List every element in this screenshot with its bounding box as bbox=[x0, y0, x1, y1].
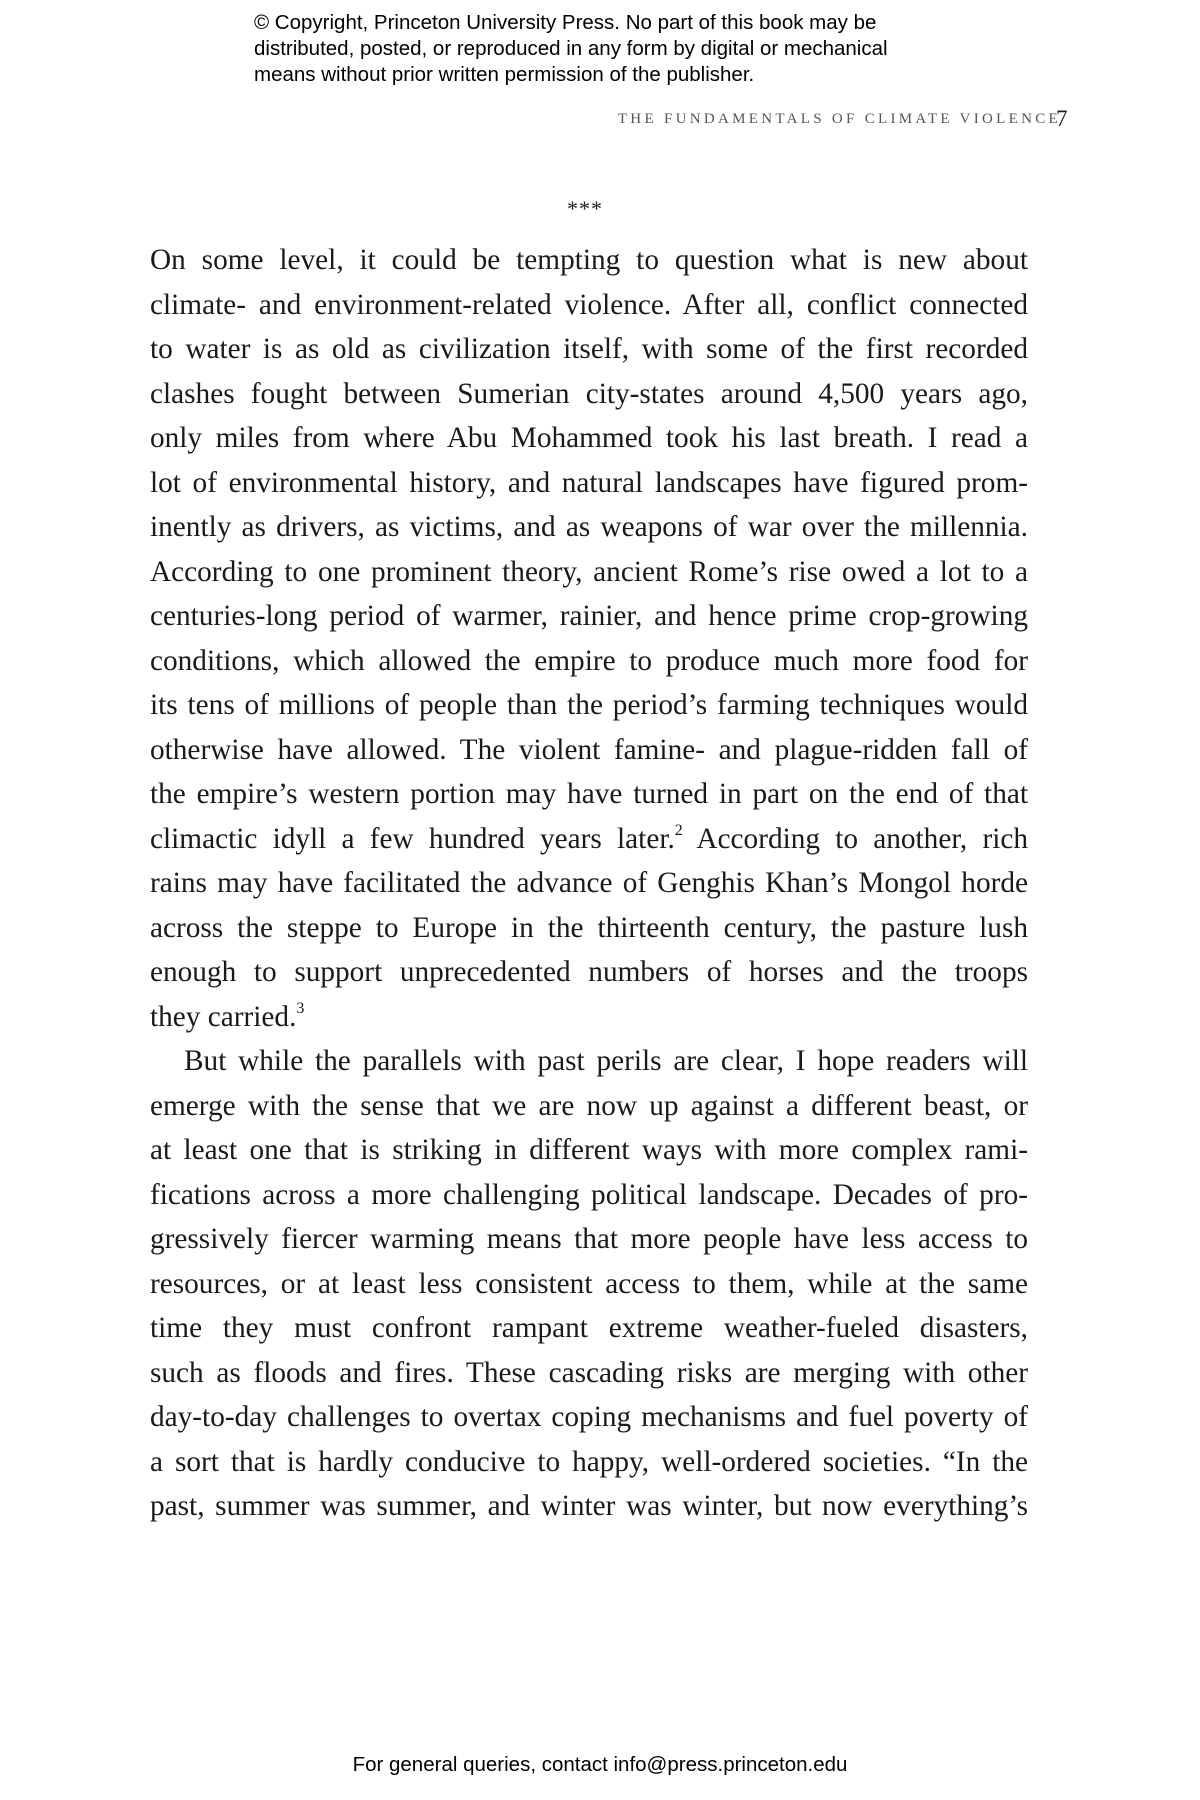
text-line: otherwise have allowed. The violent famine- and plague-ridden fall of bbox=[150, 733, 1028, 766]
text-line: a sort that is hardly conducive to happy, well-ordered societies. “In the bbox=[150, 1445, 1028, 1478]
text-line: On some level, it could be tempting to question what is new about bbox=[150, 244, 1028, 276]
text-segment: climactic idyll a few hundred years later. bbox=[150, 822, 675, 855]
text-line-with-footnote bbox=[150, 995, 1028, 1040]
text-line: at least one that is striking in different ways with more complex rami- bbox=[150, 1134, 1028, 1166]
text-segment: they carried. bbox=[150, 1000, 297, 1033]
text-line: According to one prominent theory, ancient Rome’s rise owed a lot to a bbox=[150, 555, 1028, 588]
text-line: only miles from where Abu Mohammed took his last breath. I read a bbox=[150, 422, 1028, 454]
text-line: enough to support unprecedented numbers of horses and the troops bbox=[150, 956, 1028, 988]
text-line: emerge with the sense that we are now up against a different beast, or bbox=[150, 1089, 1028, 1122]
text-line: its tens of millions of people than the period’s farming techniques would bbox=[150, 689, 1028, 721]
copyright-notice bbox=[254, 10, 1014, 88]
text-line: inently as drivers, as victims, and as weapons of war over the millennia. bbox=[150, 511, 1028, 543]
footnote-ref-3: 3 bbox=[296, 999, 305, 1017]
text-line: centuries-long period of warmer, rainier, and hence prime crop-growing bbox=[150, 600, 1028, 632]
text-line: the empire’s western portion may have turned in part on the end of that bbox=[150, 778, 1028, 810]
text-line: rains may have facilitated the advance of Genghis Khan’s Mongol horde bbox=[150, 867, 1028, 899]
text-line: time they must confront rampant extreme weather-fueled disasters, bbox=[150, 1312, 1028, 1344]
body-text bbox=[150, 238, 1028, 1529]
paragraph-2 bbox=[150, 1039, 1028, 1529]
paragraph-1 bbox=[150, 238, 1028, 1039]
page-number: 7 bbox=[1056, 106, 1068, 131]
text-line: fications across a more challenging political landscape. Decades of pro- bbox=[150, 1178, 1028, 1211]
text-line: across the steppe to Europe in the thirteenth century, the pasture lush bbox=[150, 911, 1028, 944]
text-line: to water is as old as civilization itself, with some of the first recorded bbox=[150, 333, 1028, 365]
text-line: climate- and environment-related violence. After all, conflict connected bbox=[150, 288, 1028, 321]
text-line: clashes fought between Sumerian city-states around 4,500 years ago, bbox=[150, 377, 1028, 410]
text-line-with-footnote bbox=[150, 817, 1028, 862]
scene-break: *** bbox=[567, 196, 603, 221]
text-segment: According to another, rich bbox=[682, 822, 1028, 855]
copyright-line: © Copyright, Princeton University Press. No part of this book may be bbox=[254, 11, 877, 34]
text-line: day-to-day challenges to overtax coping mechanisms and fuel poverty of bbox=[150, 1401, 1028, 1433]
footnote-ref-2: 2 bbox=[674, 821, 683, 839]
text-line: gressively fiercer warming means that more people have less access to bbox=[150, 1223, 1028, 1255]
text-line: But while the parallels with past perils are clear, I hope readers will bbox=[184, 1045, 1028, 1077]
copyright-line: means without prior written permission of the publisher. bbox=[254, 63, 755, 86]
footer-contact: For general queries, contact info@press.princeton.edu bbox=[352, 1753, 848, 1776]
text-line: past, summer was summer, and winter was winter, but now everything’s bbox=[150, 1490, 1028, 1522]
text-line: conditions, which allowed the empire to produce much more food for bbox=[150, 644, 1028, 677]
running-head: THE FUNDAMENTALS OF CLIMATE VIOLENCE bbox=[617, 111, 1061, 127]
text-line: lot of environmental history, and natural landscapes have figured prom- bbox=[150, 466, 1028, 499]
text-line: such as floods and fires. These cascading risks are merging with other bbox=[150, 1356, 1028, 1389]
text-line: resources, or at least less consistent access to them, while at the same bbox=[150, 1267, 1028, 1300]
copyright-line: distributed, posted, or reproduced in any form by digital or mechanical bbox=[254, 37, 888, 60]
